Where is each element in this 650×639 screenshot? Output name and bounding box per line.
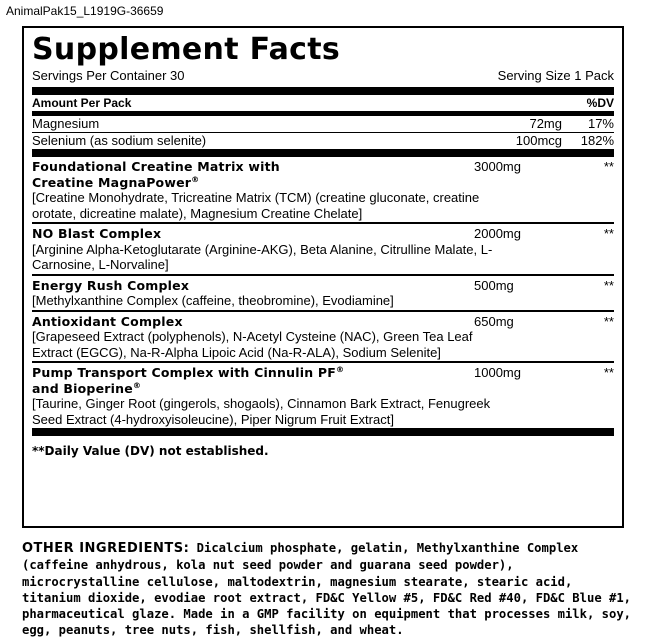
other-ingredients-label: OTHER INGREDIENTS: — [22, 541, 190, 556]
blend-name: Antioxidant Complex — [32, 313, 183, 329]
blend-row — [32, 312, 614, 362]
blend-ingredients: [Arginine Alpha-Ketoglutarate (Arginine-AKG), Beta Alanine, Citrulline Malate, L-Carnosine, L-Norvaline] — [32, 241, 493, 272]
blend-amount: 650mg — [474, 313, 514, 329]
blend-dv: ** — [603, 159, 614, 174]
blend-ingredients: [Creatine Monohydrate, Tricreatine Matrix (TCM) (creatine gluconate, creatine orotate, dicreatine malate), Magnesium Creatine Chelate] — [32, 190, 480, 221]
blend-ingredients: [Grapeseed Extract (polyphenols), N-Acetyl Cysteine (NAC), Green Tea Leaf Extract (EGCG), Na-R-Alpha Lipoic Acid (Na-R-ALA), Sodium Selenite] — [32, 329, 473, 360]
dv-footnote: **Daily Value (DV) not established. — [32, 444, 269, 458]
blend-dv: ** — [603, 313, 614, 329]
blend-row — [32, 276, 614, 310]
serving-info — [32, 68, 614, 84]
blend-ingredients: [Methylxanthine Complex (caffeine, theobromine), Evodiamine] — [32, 293, 394, 308]
blend-dv: ** — [603, 277, 614, 293]
blend-ingredients: [Taurine, Ginger Root (gingerols, shogaols), Cinnamon Bark Extract, Fenugreek Seed Extract (4-hydroxyisoleucine), Piper Nigrum Fruit Extract] — [32, 396, 491, 427]
blend-row — [32, 363, 614, 428]
nutrient-name: Magnesium — [32, 116, 100, 131]
blend-amount: 1000mg — [474, 365, 521, 380]
blend-amount: 500mg — [474, 277, 514, 293]
nutrient-amount: 100mcg — [515, 133, 562, 148]
blend-name: NO Blast Complex — [32, 226, 162, 241]
other-ingredients-text: Dicalcium phosphate, gelatin, Methylxanthine Complex (caffeine anhydrous, kola nut seed powder and guarana seed powder), microcrystalline cellulose, maltodextrin, magnesium stearate, stearic acid, titanium dioxide, evodiae root extract, FD&C Yellow #5, FD&C Red #40, FD&C Blue #1, pharmaceutical glaze. Made in a GMP facility on equipment that processes milk, soy, egg, peanuts, tree nuts, fish, shellfish, and wheat. — [22, 541, 632, 638]
nutrient-amount: 72mg — [529, 116, 562, 131]
heavy-divider — [32, 149, 614, 157]
file-label: AnimalPak15_L1919G-36659 — [6, 4, 164, 18]
blend-name: Foundational Creatine Matrix with Creatine MagnaPower® — [32, 159, 280, 190]
blend-amount: 2000mg — [474, 226, 521, 241]
amount-per-pack-header: Amount Per Pack — [32, 96, 132, 110]
serving-size: Serving Size 1 Pack — [497, 68, 614, 83]
other-ingredients — [22, 540, 632, 639]
thick-divider — [32, 87, 614, 95]
blend-row — [32, 224, 614, 274]
blend-name: Pump Transport Complex with Cinnulin PF® and Bioperine® — [32, 364, 345, 396]
blend-dv: ** — [603, 226, 614, 241]
nutrient-row — [32, 116, 614, 132]
blend-name: Energy Rush Complex — [32, 277, 190, 293]
nutrient-row — [32, 133, 614, 149]
panel-title: Supplement Facts — [32, 32, 341, 67]
blend-dv: ** — [603, 365, 614, 380]
column-header — [32, 95, 614, 111]
blend-row — [32, 157, 614, 222]
servings-per-container: Servings Per Container 30 — [32, 68, 185, 83]
heavy-divider — [32, 428, 614, 436]
blend-amount: 3000mg — [474, 159, 521, 174]
nutrient-dv: 17% — [587, 116, 614, 131]
supplement-facts-panel — [22, 26, 624, 528]
nutrient-dv: 182% — [580, 133, 614, 148]
dv-header: %DV — [586, 96, 614, 110]
nutrient-name: Selenium (as sodium selenite) — [32, 133, 207, 148]
